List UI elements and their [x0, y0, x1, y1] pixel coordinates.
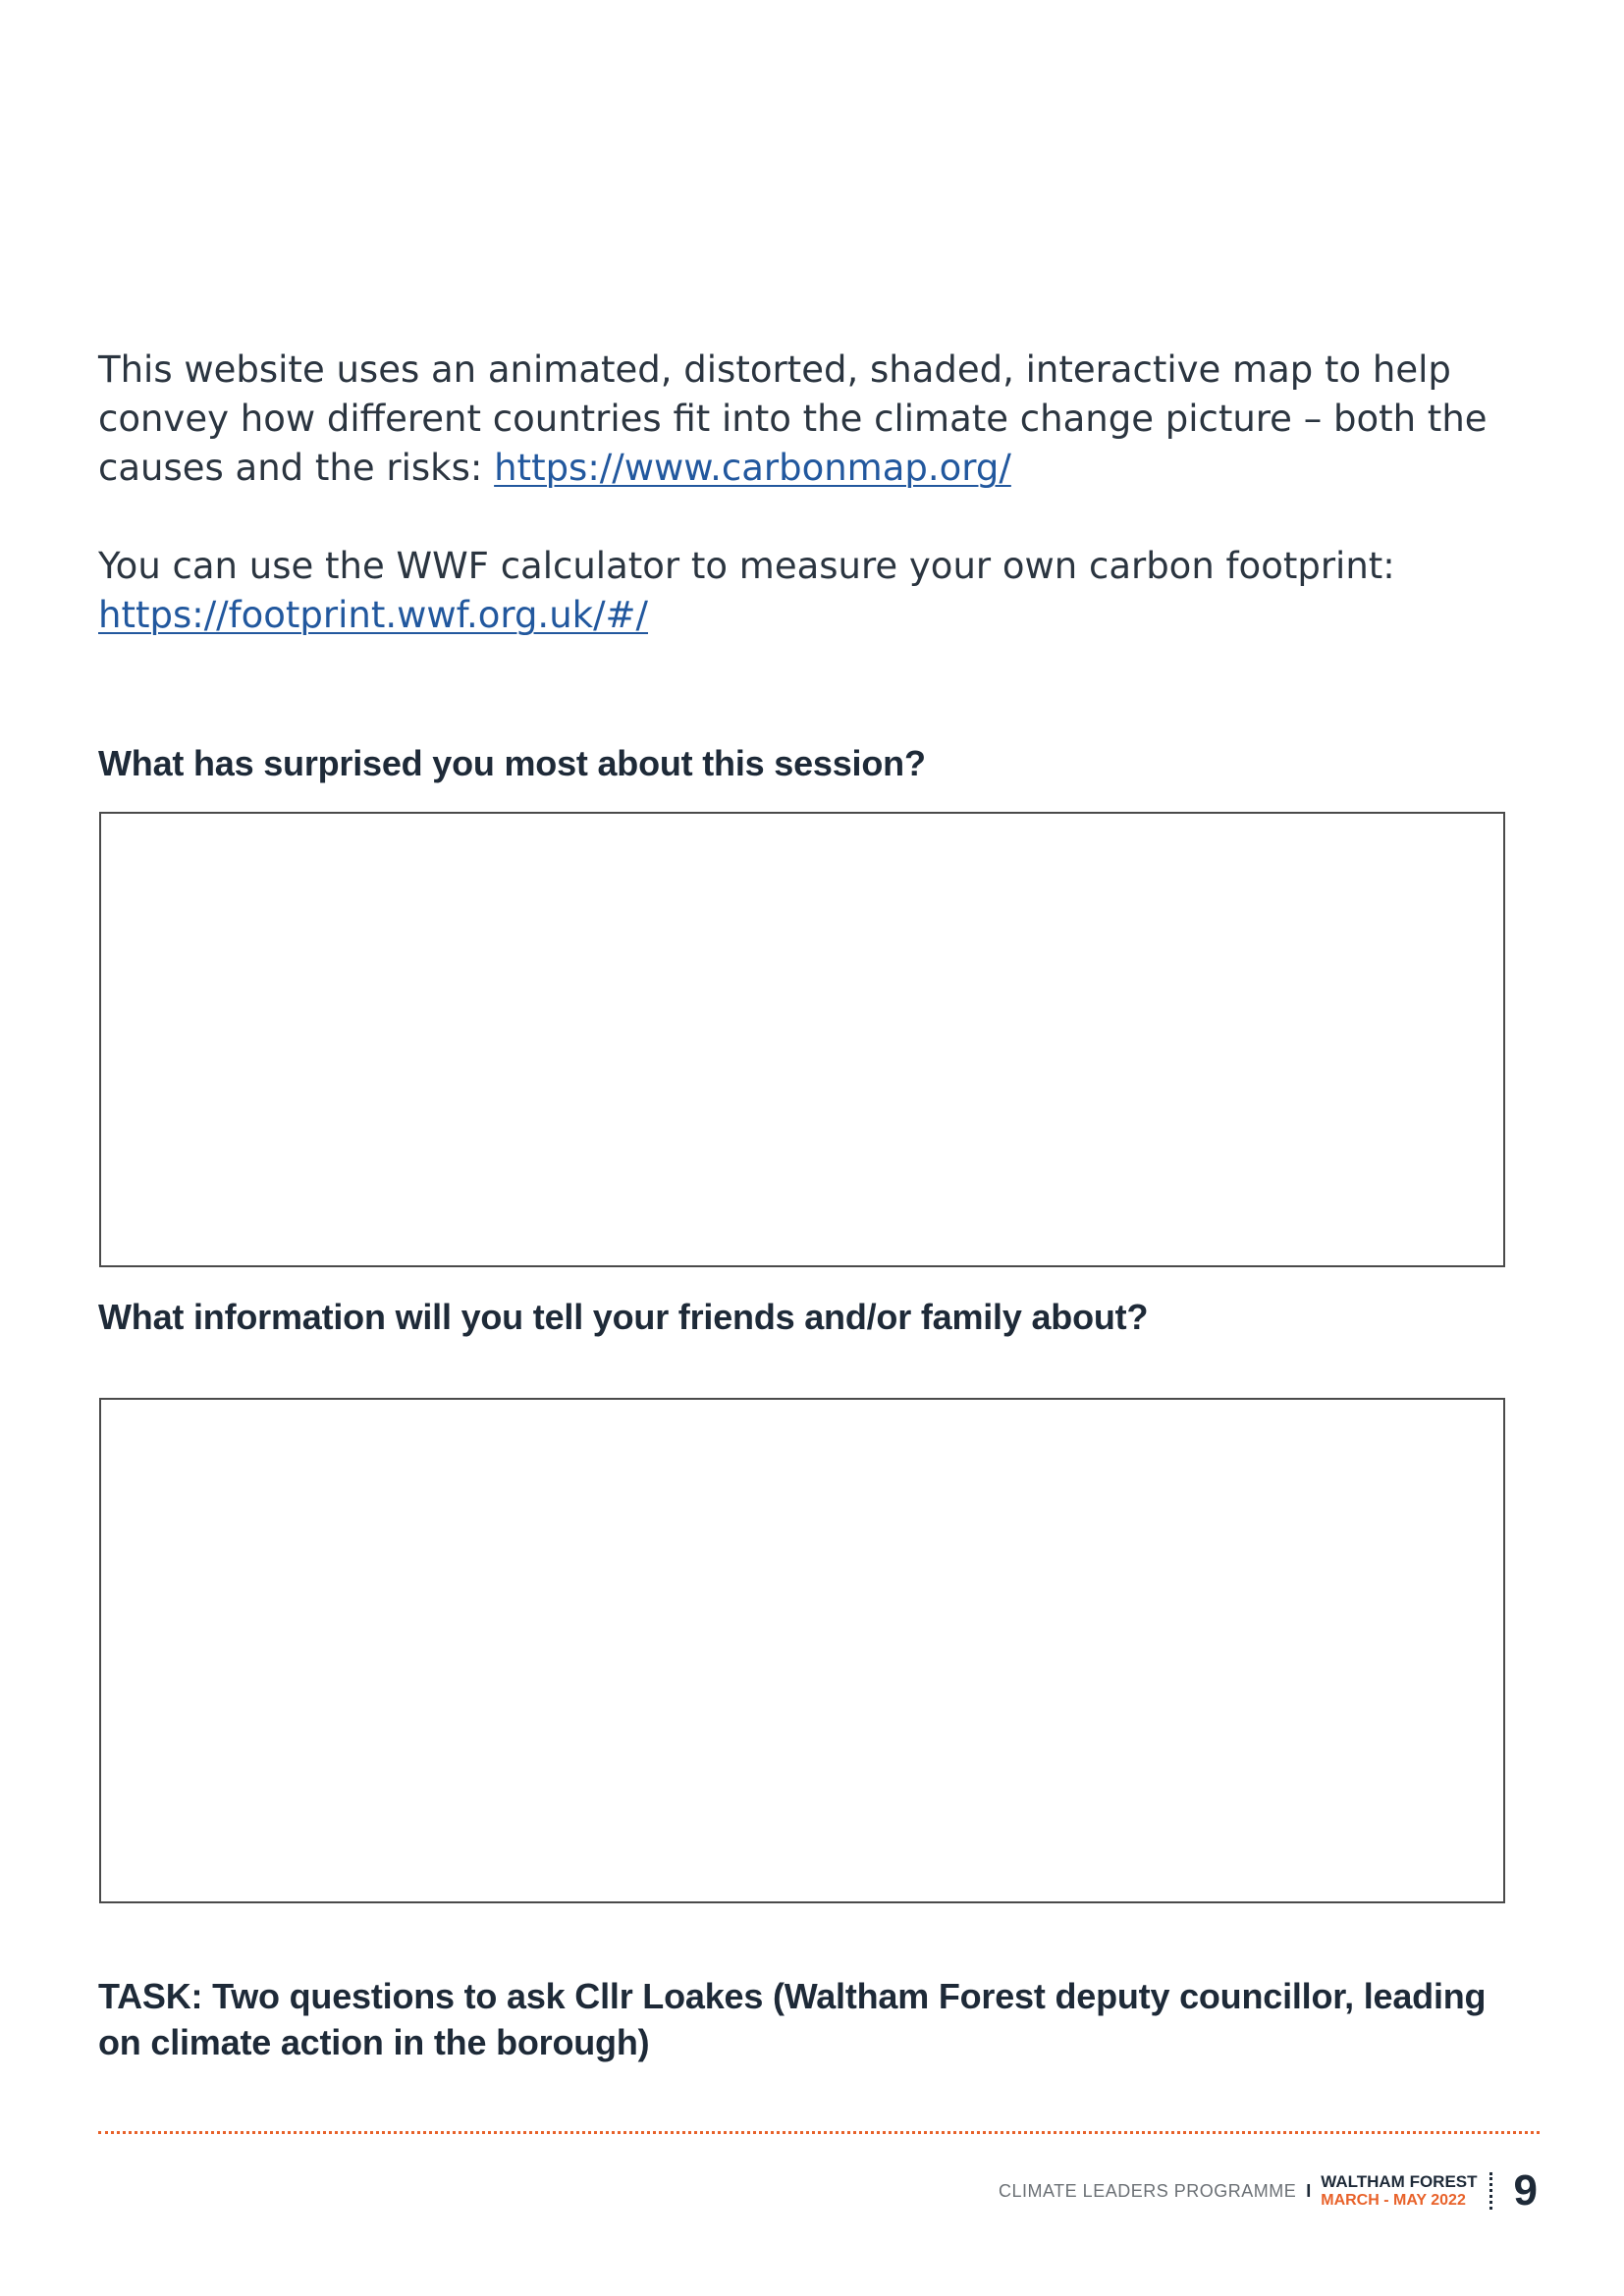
question-surprised: What has surprised you most about this session? — [98, 743, 926, 783]
wwf-footprint-link[interactable]: https://footprint.wwf.org.uk/#/ — [98, 594, 649, 636]
footer-dotted-separator — [1489, 2172, 1492, 2210]
footer-organisation: WALTHAM FOREST — [1321, 2172, 1478, 2191]
intro-text — [98, 346, 1532, 640]
footer-dates: MARCH - MAY 2022 — [1321, 2192, 1466, 2209]
carbonmap-link[interactable]: https://www.carbonmap.org/ — [494, 447, 1011, 489]
footer-org-block — [1321, 2172, 1477, 2210]
footer-programme: CLIMATE LEADERS PROGRAMME — [999, 2180, 1297, 2201]
answer-box-surprised[interactable] — [99, 812, 1505, 1267]
carbonmap-description: This website uses an animated, distorted, shaded, interactive map to help convey how different countries fit into the climate change picture – both the causes and the risks: — [98, 348, 1488, 489]
intro-paragraph-carbonmap — [98, 346, 1532, 493]
question-tell-friends: What information will you tell your friends and/or family about? — [98, 1297, 1149, 1337]
footer-separator: I — [1306, 2180, 1312, 2201]
wwf-description: You can use the WWF calculator to measure your own carbon footprint: — [98, 545, 1395, 587]
page-number: 9 — [1513, 2166, 1538, 2215]
footer-divider — [98, 2131, 1540, 2134]
task-questions-cllr: TASK: Two questions to ask Cllr Loakes (Waltham Forest deputy councillor, leading on climate action in the borough) — [98, 1976, 1487, 2062]
page-footer — [999, 2166, 1538, 2215]
answer-box-tell-friends[interactable] — [99, 1398, 1505, 1903]
intro-paragraph-wwf — [98, 542, 1532, 640]
